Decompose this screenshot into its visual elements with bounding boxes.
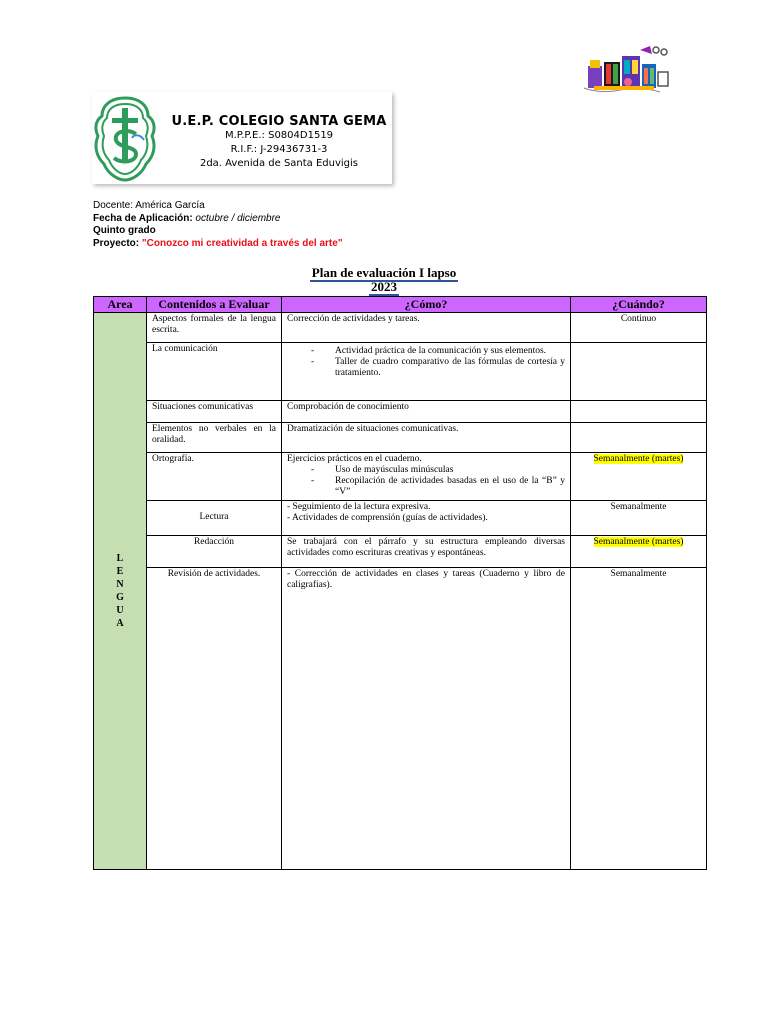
cuando-cell: Semanalmente — [571, 568, 707, 870]
application-date-value: octubre / diciembre — [192, 212, 281, 224]
project-line — [93, 238, 343, 251]
como-line: - Seguimiento de la lectura expresiva. — [287, 502, 431, 512]
school-rif: R.I.F.: J-29436731-3 — [230, 144, 328, 155]
cuando-cell — [571, 343, 707, 401]
table-row — [94, 423, 707, 453]
project-value: "Conozco mi creatividad a través del arte" — [139, 237, 343, 249]
como-cell: Se trabajará con el párrafo y su estructura empleando diversas actividades como escrituras creativas y espontáneas. — [282, 536, 571, 568]
como-cell — [282, 501, 571, 536]
como-list-item: - Taller de cuadro comparativo de las fórmulas de cortesía y tratamiento. — [335, 357, 565, 379]
cuando-cell — [571, 536, 707, 568]
como-cell: - Corrección de actividades en clases y tareas (Cuaderno y libro de caligrafías). — [282, 568, 571, 870]
table-row — [94, 401, 707, 423]
art-supplies-illustration — [580, 42, 676, 98]
cuando-cell — [571, 423, 707, 453]
area-letter: E — [116, 566, 124, 577]
contenido-cell: Aspectos formales de la lengua escrita. — [147, 313, 282, 343]
como-list-item: - Recopilación de actividades basadas en el uso de la “B” y “V” — [335, 476, 565, 498]
como-cell — [282, 343, 571, 401]
school-name: U.E.P. COLEGIO SANTA GEMA — [171, 114, 387, 129]
cuando-cell — [571, 453, 707, 501]
cuando-cell: Semanalmente — [571, 501, 707, 536]
table-row — [94, 343, 707, 401]
area-letter: G — [116, 592, 124, 603]
document-meta — [93, 200, 343, 250]
area-cell-lengua — [94, 313, 147, 870]
plan-title — [0, 266, 768, 294]
como-cell: Corrección de actividades y tareas. — [282, 313, 571, 343]
header-como: ¿Cómo? — [282, 297, 571, 313]
contenido-cell: Ortografía. — [147, 453, 282, 501]
school-address: 2da. Avenida de Santa Eduvigis — [199, 158, 359, 169]
school-logo-icon — [92, 94, 158, 182]
header-contenidos: Contenidos a Evaluar — [147, 297, 282, 313]
cuando-cell — [571, 401, 707, 423]
school-header — [92, 92, 392, 184]
area-letter: L — [116, 553, 124, 564]
area-letter: A — [116, 618, 124, 629]
header-area: Area — [94, 297, 147, 313]
table-row — [94, 313, 707, 343]
project-label: Proyecto: — [93, 237, 140, 249]
como-line: - Actividades de comprensión (guías de actividades). — [287, 513, 488, 523]
area-letter: U — [116, 605, 124, 616]
como-list-item: - Actividad práctica de la comunicación y sus elementos. — [335, 346, 565, 357]
cuando-highlight: Semanalmente (martes) — [593, 454, 684, 464]
como-text: Ejercicios prácticos en el cuaderno. — [287, 454, 422, 464]
contenido-cell: Situaciones comunicativas — [147, 401, 282, 423]
area-letter: N — [116, 579, 124, 590]
grade-line: Quinto grado — [93, 225, 156, 236]
cuando-cell: Continuo — [571, 313, 707, 343]
table-row — [94, 568, 707, 870]
como-cell: Dramatización de situaciones comunicativas. — [282, 423, 571, 453]
contenido-cell: Lectura — [147, 501, 282, 536]
evaluation-plan-table — [93, 296, 707, 870]
table-row — [94, 501, 707, 536]
application-date-line — [93, 213, 343, 226]
application-date-label: Fecha de Aplicación: — [93, 212, 193, 224]
table-row — [94, 536, 707, 568]
como-list-item: - Uso de mayúsculas minúsculas — [335, 465, 565, 476]
como-cell — [282, 453, 571, 501]
table-row — [94, 453, 707, 501]
contenido-cell: La comunicación — [147, 343, 282, 401]
school-mppe: M.P.P.E.: S0804D1519 — [224, 130, 334, 141]
contenido-cell: Elementos no verbales en la oralidad. — [147, 423, 282, 453]
plan-title-line1: Plan de evaluación I lapso — [311, 265, 457, 280]
como-cell: Comprobación de conocimiento — [282, 401, 571, 423]
teacher-line: Docente: América García — [93, 200, 205, 211]
contenido-cell: Revisión de actividades. — [147, 568, 282, 870]
table-header-row — [94, 297, 707, 313]
cuando-highlight: Semanalmente (martes) — [593, 537, 684, 547]
header-cuando: ¿Cuándo? — [571, 297, 707, 313]
plan-title-year: 2023 — [371, 279, 397, 294]
contenido-cell: Redacción — [147, 536, 282, 568]
